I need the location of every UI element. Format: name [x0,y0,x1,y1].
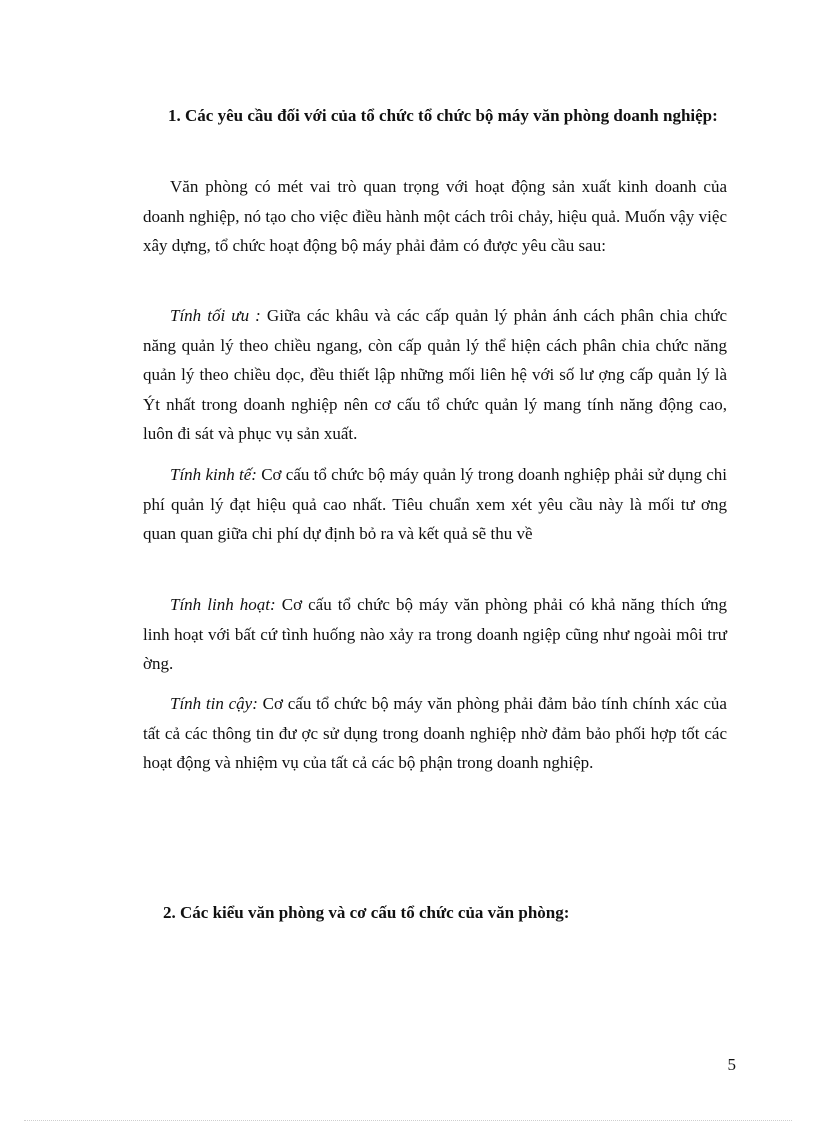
section-1-heading: 1. Các yêu cầu đối với của tổ chức tổ chức bộ máy văn phòng doanh nghiệp: [168,106,718,125]
criterion-flexible-paragraph [143,590,727,679]
criterion-term: Tính tin cậy: [170,694,258,713]
intro-paragraph: Văn phòng có mét vai trò quan trọng với hoạt động sản xuất kinh doanh của doanh nghiệp, nó tạo cho việc điều hành một cách trôi chảy, hiệu quả. Muốn vậy việc xây dựng, tổ chức hoạt động bộ máy phải đảm có được yêu cầu sau: [143,177,727,255]
criterion-economic-paragraph [143,460,727,549]
criterion-term: Tính tối ưu : [170,306,261,325]
criterion-optimal-paragraph [143,301,727,449]
criterion-term: Tính linh hoạt: [170,595,276,614]
criterion-text: Giữa các khâu và các cấp quản lý phản ánh cách phân chia chức năng quản lý theo chiều ngang, còn cấp quản lý thể hiện cách phân chia chức năng quản lý theo chiều dọc, đều thiết lập những mối liên hệ với số lư ợng cấp quản lý là Ýt nhất trong doanh nghiệp nên cơ cấu tổ chức quản lý mang tính năng động cao, luôn đi sát và phục vụ sản xuất. [143,306,728,443]
section-2-heading: 2. Các kiểu văn phòng và cơ cấu tổ chức của văn phòng: [163,903,570,922]
criterion-term: Tính kinh tế: [170,465,257,484]
page-bottom-divider [24,1120,792,1121]
page-number: 5 [727,1055,736,1074]
criterion-text: Cơ cấu tổ chức bộ máy văn phòng phải có khả năng thích ứng linh hoạt với bất cứ tình huống nào xảy ra trong doanh ngiệp cũng như ngoài môi trư ờng. [143,595,727,673]
criterion-text: Cơ cấu tổ chức bộ máy quản lý trong doanh nghiệp phải sử dụng chi phí quản lý đạt hiệu quả cao nhất. Tiêu chuẩn xem xét yêu cầu này là mối tư ơng quan quan giữa chi phí dự định bỏ ra và kết quả sẽ thu về [143,465,727,543]
criterion-reliable-paragraph [143,689,727,778]
criterion-text: Cơ cấu tổ chức bộ máy văn phòng phải đảm bảo tính chính xác của tất cả các thông tin đư ợc sử dụng trong doanh nghiệp nhờ đảm bảo phối hợp tốt các hoạt động và nhiệm vụ của tất cả các bộ phận trong doanh nghiệp. [143,694,727,772]
